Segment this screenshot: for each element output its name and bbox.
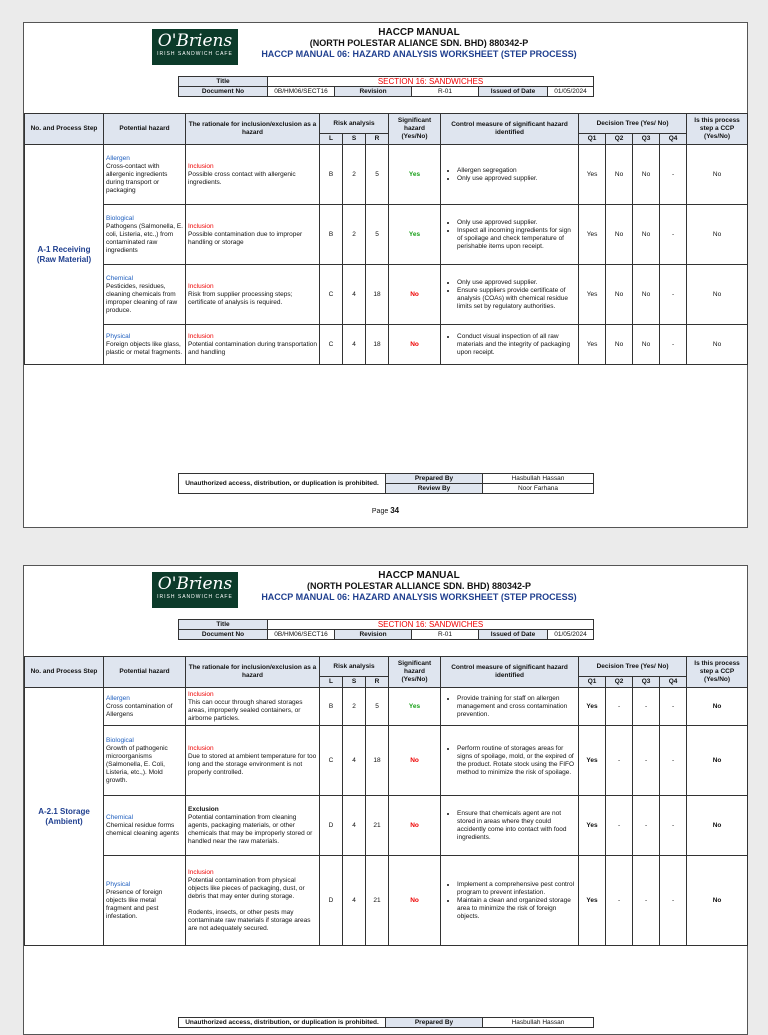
- section-title-2: SECTION 16: SANDWICHES: [268, 620, 594, 630]
- hazard-category: Physical: [106, 880, 131, 888]
- decision-q4: -: [660, 205, 687, 265]
- obriens-logo-2: [152, 572, 238, 608]
- control-list: [443, 333, 576, 357]
- rationale-text: Possible contamination due to improper handling or storage: [188, 230, 303, 246]
- page-header: [254, 27, 584, 60]
- col-q3: Q3: [633, 134, 660, 145]
- hazard-category: Allergen: [106, 154, 130, 162]
- risk-s: 4: [343, 265, 366, 325]
- decision-q3: -: [633, 796, 660, 856]
- control-measure: • Ensure suppliers provide certificate of analysis (COAs) with chemical residue limits set by regulatory authorities.: [457, 287, 576, 311]
- decision-q2: No: [606, 205, 633, 265]
- decision-q2: -: [606, 796, 633, 856]
- risk-l: B: [320, 205, 343, 265]
- hazard-category: Biological: [106, 214, 134, 222]
- company-name-2: (NORTH POLESTAR ALLIANCE SDN. BHD) 880342-P: [306, 581, 532, 591]
- decision-q4: -: [660, 688, 687, 726]
- risk-r: 21: [366, 856, 389, 946]
- risk-r: 5: [366, 688, 389, 726]
- title-label: Title: [179, 77, 268, 87]
- risk-l: D: [320, 856, 343, 946]
- table-row: [25, 145, 748, 205]
- col-decision-tree: Decision Tree (Yes/ No): [579, 114, 687, 134]
- ccp-answer: No: [687, 856, 748, 946]
- hazard-category: Chemical: [106, 813, 134, 821]
- risk-r: 18: [366, 325, 389, 365]
- col-q4: Q4: [660, 134, 687, 145]
- page1-rows: [25, 145, 748, 365]
- decision-q1: Yes: [579, 205, 606, 265]
- decision-q4: -: [660, 145, 687, 205]
- control-measure: • Maintain a clean and organized storage area to minimize the risk of foreign objects.: [457, 897, 576, 921]
- footer-table-2: [178, 1017, 594, 1028]
- control-list: [443, 745, 576, 777]
- decision-q4: -: [660, 796, 687, 856]
- risk-l: D: [320, 796, 343, 856]
- decision-q3: No: [633, 205, 660, 265]
- ccp-answer: No: [687, 145, 748, 205]
- control-measure: • Ensure that chemicals agent are not stored in areas where they could accidently come into contact with food ingredients.: [457, 810, 576, 842]
- prepared-by-value: Hasbullah Hassan: [483, 474, 594, 484]
- rationale-tag: Exclusion: [188, 805, 219, 813]
- decision-q1: Yes: [579, 688, 606, 726]
- decision-q2: -: [606, 856, 633, 946]
- hazard-cell: [104, 205, 186, 265]
- doc-no-value-2: 0B/HM06/SECT16: [268, 630, 335, 640]
- confidential-notice-2: Unauthorized access, distribution, or duplication is prohibited.: [179, 1018, 386, 1028]
- decision-q1: Yes: [579, 856, 606, 946]
- rationale-tag: Inclusion: [188, 282, 214, 290]
- decision-q1: Yes: [579, 265, 606, 325]
- rationale-text: Potential contamination during transportation and handling: [188, 340, 317, 356]
- significant-hazard: Yes: [389, 145, 441, 205]
- control-cell: [441, 726, 579, 796]
- risk-s: 2: [343, 688, 366, 726]
- logo-tagline: IRISH SANDWICH CAFE: [157, 51, 233, 57]
- decision-q2: No: [606, 145, 633, 205]
- footer-table: [178, 473, 594, 494]
- hazard-category: Biological: [106, 736, 134, 744]
- col-r-2: R: [366, 677, 389, 688]
- hazard-description: Chemical residue forms chemical cleaning agents: [106, 821, 179, 837]
- ccp-answer: No: [687, 325, 748, 365]
- decision-q1: Yes: [579, 726, 606, 796]
- hazard-cell: [104, 145, 186, 205]
- control-measure: • Inspect all incoming ingredients for sign of spoilage and check temperature of perishable items upon receipt.: [457, 227, 576, 251]
- review-by-label: Review By: [386, 484, 483, 494]
- hazard-description: Presence of foreign objects like metal fragment and pest infestation.: [106, 888, 163, 920]
- risk-r: 18: [366, 726, 389, 796]
- decision-q4: -: [660, 325, 687, 365]
- col-q2: Q2: [606, 134, 633, 145]
- col-l-2: L: [320, 677, 343, 688]
- col-r: R: [366, 134, 389, 145]
- significant-hazard: Yes: [389, 688, 441, 726]
- risk-s: 4: [343, 325, 366, 365]
- decision-q3: No: [633, 145, 660, 205]
- control-measure: • Conduct visual inspection of all raw materials and the integrity of packaging upon receipt.: [457, 333, 576, 357]
- hazard-cell: [104, 856, 186, 946]
- table-row: [25, 325, 748, 365]
- decision-q2: -: [606, 726, 633, 796]
- revision-label: Revision: [335, 87, 412, 97]
- col-rationale: The rationale for inclusion/exclusion as a hazard: [186, 114, 320, 145]
- rationale-tag: Inclusion: [188, 690, 214, 698]
- obriens-logo: [152, 29, 238, 65]
- page-label: Page: [371, 508, 389, 515]
- control-list: [443, 881, 576, 921]
- control-measure: • Only use approved supplier.: [457, 175, 576, 183]
- control-measure: • Only use approved supplier.: [457, 279, 576, 287]
- hazard-description: Foreign objects like glass, plastic or metal fragments.: [106, 340, 183, 356]
- hazard-description: Pathogens (Salmonella, E. coli, Listeria, etc.,) from contaminated raw ingredients: [106, 222, 183, 254]
- rationale-text: Risk from supplier processing steps; certificate of analysis is required.: [188, 290, 293, 306]
- table-row: [25, 205, 748, 265]
- risk-r: 21: [366, 796, 389, 856]
- control-list: [443, 167, 576, 183]
- hazard-description: Pesticides, residues, cleaning chemicals from improper cleaning of raw produce.: [106, 282, 178, 314]
- manual-title-2: HACCP MANUAL: [378, 570, 460, 581]
- decision-q4: -: [660, 856, 687, 946]
- control-measure: • Allergen segregation: [457, 167, 576, 175]
- table-row: [25, 726, 748, 796]
- decision-q2: No: [606, 265, 633, 325]
- rationale-cell: [186, 265, 320, 325]
- ccp-answer: No: [687, 688, 748, 726]
- hazard-cell: [104, 726, 186, 796]
- ccp-answer: No: [687, 265, 748, 325]
- hazard-category: Chemical: [106, 274, 134, 282]
- issue-date-label-2: Issued of Date: [479, 630, 548, 640]
- decision-q1: Yes: [579, 325, 606, 365]
- control-list: [443, 810, 576, 842]
- rationale-tag: Inclusion: [188, 222, 214, 230]
- hazard-category: Physical: [106, 332, 131, 340]
- control-cell: [441, 688, 579, 726]
- logo-tagline-2: IRISH SANDWICH CAFE: [157, 594, 233, 600]
- rationale-text-2: Rodents, insects, or other pests may contaminate raw materials if storage areas are not adequately secured.: [188, 908, 311, 932]
- significant-hazard: No: [389, 726, 441, 796]
- col-l: L: [320, 134, 343, 145]
- control-list: [443, 279, 576, 311]
- control-cell: [441, 325, 579, 365]
- review-by-value: Noor Farhana: [483, 484, 594, 494]
- col-control-2: Control measure of significant hazard identified: [441, 657, 579, 688]
- title-label-2: Title: [179, 620, 268, 630]
- issue-date-value-2: 01/05/2024: [548, 630, 594, 640]
- risk-l: C: [320, 726, 343, 796]
- col-rationale-2: The rationale for inclusion/exclusion as a hazard: [186, 657, 320, 688]
- risk-l: C: [320, 325, 343, 365]
- hazard-category: Allergen: [106, 694, 130, 702]
- col-decision-tree-2: Decision Tree (Yes/ No): [579, 657, 687, 677]
- risk-l: B: [320, 145, 343, 205]
- control-measure: • Perform routine of storages areas for signs of spoilage, mold, or the expired of the product. Rotate stock using the FIFO method to minimize the risk of spoilage.: [457, 745, 576, 777]
- rationale-cell: [186, 856, 320, 946]
- decision-q2: No: [606, 325, 633, 365]
- logo-script-text-2: O'Briens: [157, 574, 233, 594]
- prepared-by-label: Prepared By: [386, 474, 483, 484]
- col-ccp: Is this process step a CCP (Yes/No): [687, 114, 748, 145]
- rationale-cell: [186, 145, 320, 205]
- document-meta-table: [178, 76, 594, 97]
- process-step: A-2.1 Storage (Ambient): [25, 688, 104, 946]
- revision-label-2: Revision: [335, 630, 412, 640]
- control-measure: • Implement a comprehensive pest control program to prevent infestation.: [457, 881, 576, 897]
- ccp-answer: No: [687, 205, 748, 265]
- document-page-next: [23, 565, 748, 1035]
- col-s: S: [343, 134, 366, 145]
- issue-date-value: 01/05/2024: [548, 87, 594, 97]
- hazard-cell: [104, 325, 186, 365]
- company-name: (NORTH POLESTAR ALIANCE SDN. BHD) 880342-P: [309, 38, 529, 48]
- risk-s: 4: [343, 856, 366, 946]
- rationale-text: Potential contamination from physical objects like pieces of packaging, dust, or debris that may enter during storage.: [188, 876, 305, 900]
- hazard-description: Growth of pathogenic microorganisms (Salmonella, E. Coli, Listeria, etc.,). Mold growth.: [106, 744, 168, 784]
- col-q4-2: Q4: [660, 677, 687, 688]
- col-q1: Q1: [579, 134, 606, 145]
- control-measure: • Only use approved supplier.: [457, 219, 576, 227]
- risk-r: 18: [366, 265, 389, 325]
- decision-q3: -: [633, 856, 660, 946]
- significant-hazard: No: [389, 856, 441, 946]
- control-list: [443, 695, 576, 719]
- col-hazard: Potential hazard: [104, 114, 186, 145]
- table-row: [25, 265, 748, 325]
- section-title: SECTION 16: SANDWICHES: [268, 77, 594, 87]
- col-step: No. and Process Step: [25, 114, 104, 145]
- risk-r: 5: [366, 145, 389, 205]
- risk-s: 2: [343, 145, 366, 205]
- risk-r: 5: [366, 205, 389, 265]
- risk-s: 4: [343, 726, 366, 796]
- confidential-notice: Unauthorized access, distribution, or duplication is prohibited.: [179, 474, 386, 494]
- rationale-text: Possible cross contact with allergenic ingredients.: [188, 170, 296, 186]
- hazard-cell: [104, 265, 186, 325]
- col-ccp-2: Is this process step a CCP (Yes/No): [687, 657, 748, 688]
- document-meta-table-2: [178, 619, 594, 640]
- col-s-2: S: [343, 677, 366, 688]
- rationale-text: Potential contamination from cleaning agents, packaging materials, or other chemicals that may be improperly stored or handled near the raw materials.: [188, 813, 313, 845]
- decision-q4: -: [660, 265, 687, 325]
- decision-q1: Yes: [579, 796, 606, 856]
- significant-hazard: No: [389, 265, 441, 325]
- col-q1-2: Q1: [579, 677, 606, 688]
- hazard-analysis-table-2: [24, 656, 748, 946]
- issue-date-label: Issued of Date: [479, 87, 548, 97]
- table-row: [25, 796, 748, 856]
- decision-q1: Yes: [579, 145, 606, 205]
- decision-q3: -: [633, 726, 660, 796]
- decision-q3: No: [633, 265, 660, 325]
- doc-no-label-2: Document No: [179, 630, 268, 640]
- page-number: [24, 506, 747, 515]
- control-measure: • Provide training for staff on allergen management and cross contamination prevention.: [457, 695, 576, 719]
- prepared-by-label-2: Prepared By: [386, 1018, 483, 1028]
- decision-q2: -: [606, 688, 633, 726]
- rationale-tag: Inclusion: [188, 744, 214, 752]
- control-cell: [441, 796, 579, 856]
- col-q2-2: Q2: [606, 677, 633, 688]
- worksheet-title-2: HACCP MANUAL 06: HAZARD ANALYSIS WORKSHEET (STEP PROCESS): [261, 592, 577, 602]
- significant-hazard: No: [389, 325, 441, 365]
- rationale-text: Due to stored at ambient temperature for too long and the storage environment is not properly controlled.: [188, 752, 317, 776]
- process-step: A-1 Receiving (Raw Material): [25, 145, 104, 365]
- rationale-cell: [186, 325, 320, 365]
- risk-s: 2: [343, 205, 366, 265]
- doc-no-value: 0B/HM06/SECT16: [268, 87, 335, 97]
- rationale-text: This can occur through shared storages areas, improperly sealed containers, or airborne particles.: [188, 698, 303, 722]
- risk-s: 4: [343, 796, 366, 856]
- revision-value-2: R-01: [412, 630, 479, 640]
- manual-title: HACCP MANUAL: [378, 27, 460, 38]
- rationale-cell: [186, 796, 320, 856]
- rationale-tag: Inclusion: [188, 162, 214, 170]
- rationale-cell: [186, 205, 320, 265]
- control-cell: [441, 265, 579, 325]
- ccp-answer: No: [687, 726, 748, 796]
- control-cell: [441, 205, 579, 265]
- revision-value: R-01: [412, 87, 479, 97]
- col-q3-2: Q3: [633, 677, 660, 688]
- risk-l: C: [320, 265, 343, 325]
- worksheet-title: HACCP MANUAL 06: HAZARD ANALYSIS WORKSHEET (STEP PROCESS): [261, 49, 577, 59]
- col-step-2: No. and Process Step: [25, 657, 104, 688]
- hazard-analysis-table: [24, 113, 748, 365]
- table-row: [25, 856, 748, 946]
- control-cell: [441, 145, 579, 205]
- col-hazard-2: Potential hazard: [104, 657, 186, 688]
- page2-rows: [25, 688, 748, 946]
- ccp-answer: No: [687, 796, 748, 856]
- table-row: [25, 688, 748, 726]
- rationale-cell: [186, 688, 320, 726]
- page-number-value: 34: [390, 506, 400, 515]
- rationale-cell: [186, 726, 320, 796]
- rationale-tag: Inclusion: [188, 868, 214, 876]
- col-significant-2: Significant hazard (Yes/No): [389, 657, 441, 688]
- col-significant: Significant hazard (Yes/No): [389, 114, 441, 145]
- col-risk-2: Risk analysis: [320, 657, 389, 677]
- hazard-cell: [104, 688, 186, 726]
- page-header-2: [254, 570, 584, 603]
- logo-script-text: O'Briens: [157, 31, 233, 51]
- col-risk: Risk analysis: [320, 114, 389, 134]
- document-page-34: [23, 22, 748, 528]
- hazard-cell: [104, 796, 186, 856]
- decision-q3: No: [633, 325, 660, 365]
- significant-hazard: Yes: [389, 205, 441, 265]
- risk-l: B: [320, 688, 343, 726]
- col-control: Control measure of significant hazard identified: [441, 114, 579, 145]
- hazard-description: Cross-contact with allergenic ingredients during transport or packaging: [106, 162, 168, 194]
- hazard-description: Cross contamination of Allergens: [106, 702, 173, 718]
- rationale-tag: Inclusion: [188, 332, 214, 340]
- control-list: [443, 219, 576, 251]
- decision-q3: -: [633, 688, 660, 726]
- significant-hazard: No: [389, 796, 441, 856]
- decision-q4: -: [660, 726, 687, 796]
- control-cell: [441, 856, 579, 946]
- prepared-by-value-2: Hasbullah Hassan: [483, 1018, 594, 1028]
- doc-no-label: Document No: [179, 87, 268, 97]
